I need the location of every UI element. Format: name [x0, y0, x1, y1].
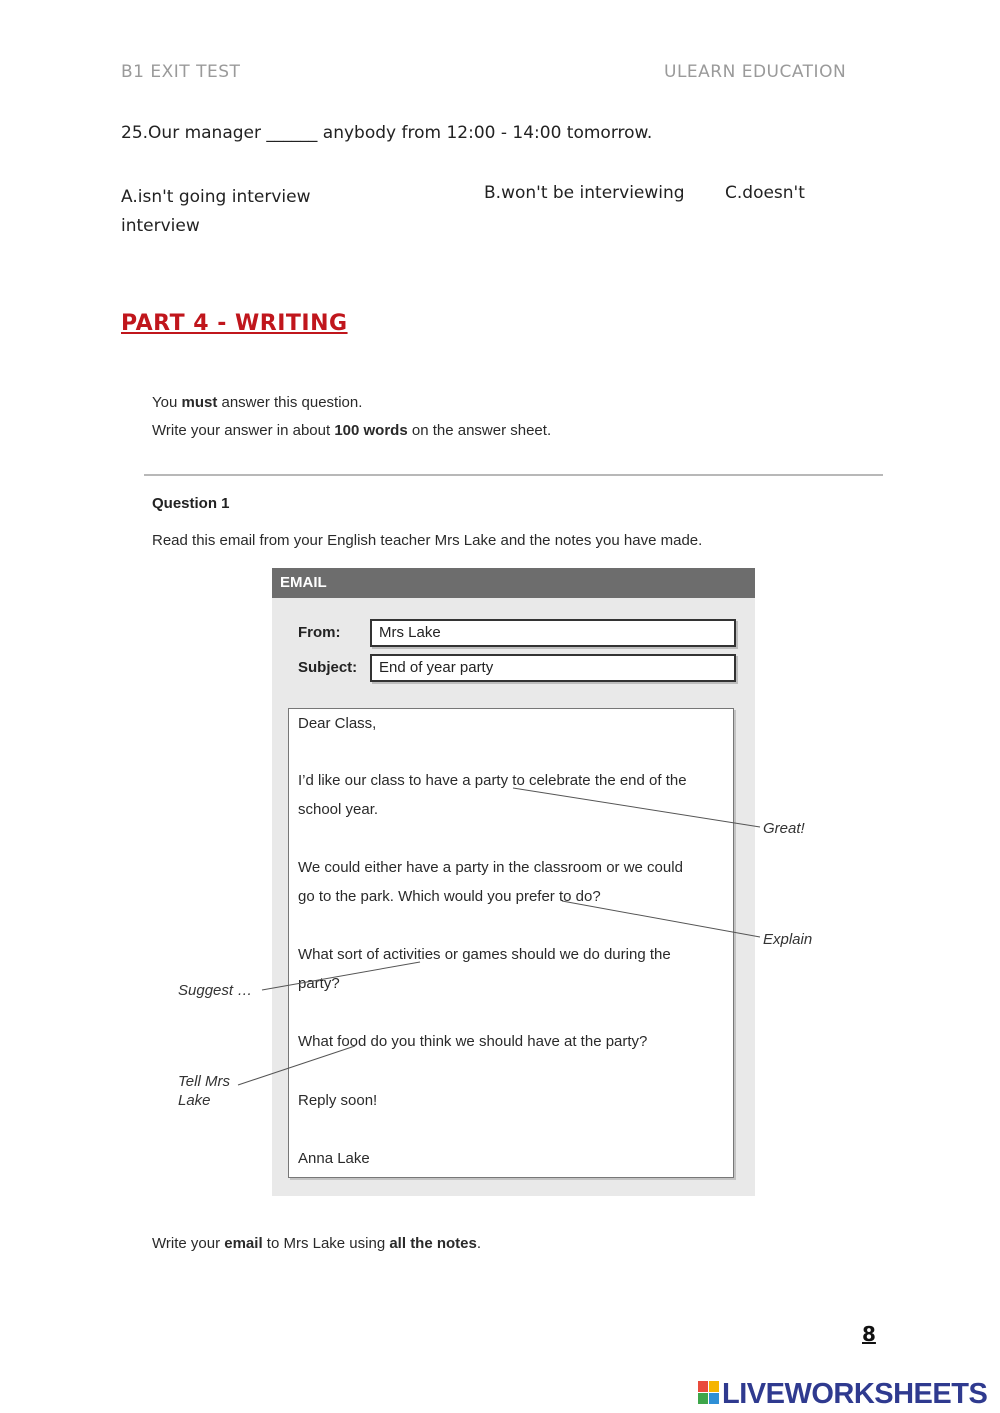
subject-value: End of year party	[379, 659, 494, 676]
pointer-suggest	[262, 962, 420, 990]
pointer-tell	[238, 1046, 355, 1085]
option-c: C.doesn't	[725, 183, 805, 203]
email-body-line: We could either have a party in the classroom or we could	[298, 859, 683, 876]
logo-blocks-icon	[698, 1381, 720, 1405]
note-explain: Explain	[763, 931, 813, 948]
final-bold-2: all the notes	[389, 1235, 477, 1252]
option-a-label: A.isn't going interview	[121, 187, 311, 207]
email-body-line: school year.	[298, 801, 379, 818]
email-body-line: What sort of activities or games should we do during the	[298, 946, 671, 963]
instr2-bold: 100 words	[334, 422, 408, 439]
instr1-pre: You	[152, 394, 182, 411]
note-tell-line-2: Lake	[178, 1092, 211, 1109]
final-post: .	[476, 1235, 482, 1252]
option-b: B.won't be interviewing	[484, 183, 685, 203]
note-tell-line-1: Tell Mrs	[178, 1073, 230, 1090]
email-body-line: Reply soon!	[298, 1092, 378, 1109]
part-title: PART 4 - WRITING	[121, 311, 348, 336]
final-pre: Write your	[152, 1235, 225, 1252]
instr2-pre: Write your answer in about	[152, 422, 335, 439]
pointer-great	[513, 788, 760, 827]
question-heading: Question 1	[152, 495, 230, 512]
header-test-title: B1 EXIT TEST	[121, 62, 241, 82]
page-number: 8	[862, 1322, 876, 1346]
pointer-explain	[562, 901, 760, 937]
note-suggest: Suggest …	[178, 982, 253, 999]
email-body-line: Dear Class,	[298, 715, 377, 732]
final-mid: to Mrs Lake using	[262, 1235, 390, 1252]
email-body-line: party?	[298, 975, 340, 992]
instr1-post: answer this question.	[217, 394, 363, 411]
option-c-continuation: interview	[121, 216, 200, 236]
question-intro: Read this email from your English teacher Mrs Lake and the notes you have made.	[152, 532, 703, 549]
email-body-line: go to the park. Which would you prefer to do?	[298, 888, 601, 905]
note-great: Great!	[763, 820, 805, 837]
from-value: Mrs Lake	[379, 624, 441, 641]
subject-label: Subject:	[298, 659, 358, 676]
instr2-post: on the answer sheet.	[407, 422, 552, 439]
email-body-line: I’d like our class to have a party to celebrate the end of the	[298, 772, 687, 789]
final-instruction	[152, 1235, 481, 1252]
email-body-line: Anna Lake	[298, 1150, 370, 1167]
final-bold-1: email	[224, 1235, 263, 1252]
instr1-bold: must	[181, 394, 218, 411]
logo-text: LIVEWORKSHEETS	[722, 1378, 988, 1410]
question-25-text: 25.Our manager ______ anybody from 12:00 - 14:00 tomorrow.	[121, 123, 653, 143]
from-label: From:	[298, 624, 341, 641]
header-school-name: ULEARN EDUCATION	[664, 62, 847, 82]
email-title: EMAIL	[280, 574, 327, 591]
email-body-line: What food do you think we should have at the party?	[298, 1033, 648, 1050]
